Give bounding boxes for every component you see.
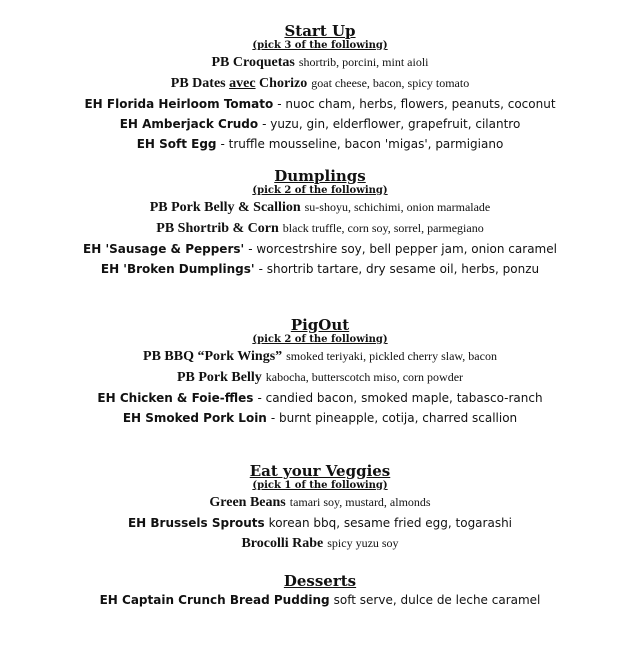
item-description: - burnt pineapple, cotija, charred scallion [270, 411, 518, 425]
section-start-up [0, 22, 640, 154]
menu-item [0, 388, 640, 408]
menu-item [0, 197, 640, 218]
item-name: EH Florida Heirloom Tomato [84, 97, 274, 111]
item-description: - truffle mousseline, bacon 'migas', parmigiano [220, 137, 504, 151]
item-description: - candied bacon, smoked maple, tabasco-ranch [257, 391, 543, 405]
section-veggies [0, 462, 640, 554]
item-name: EH Soft Egg [136, 137, 217, 151]
item-description: su-shoyu, schichimi, onion marmalade [304, 200, 491, 214]
menu-item [0, 533, 640, 554]
section-title: Dumplings [274, 167, 366, 185]
menu-item [0, 52, 640, 73]
item-name: PB BBQ “Pork Wings” [143, 349, 283, 364]
item-description: - worcestrshire soy, bell pepper jam, onion caramel [248, 242, 557, 256]
item-description: - nuoc cham, herbs, flowers, peanuts, coconut [277, 97, 556, 111]
menu-item [0, 259, 640, 279]
section-title: Desserts [283, 572, 357, 590]
item-name: EH Chicken & Foie-ffles [97, 391, 254, 405]
item-description: - shortrib tartare, dry sesame oil, herbs, ponzu [258, 262, 540, 276]
section-pigout [0, 316, 640, 428]
item-name: PB Pork Belly & Scallion [149, 200, 301, 215]
menu-item [0, 408, 640, 428]
item-name-part: Chorizo [255, 76, 308, 91]
item-name: EH 'Broken Dumplings' [100, 262, 255, 276]
menu-item [0, 94, 640, 114]
item-name: PB Shortrib & Corn [156, 221, 279, 236]
menu-item [0, 513, 640, 533]
menu-item [0, 73, 640, 94]
item-name-part: PB Dates [170, 76, 230, 91]
item-name-part-underlined: avec [229, 76, 256, 91]
item-name: EH 'Sausage & Peppers' [83, 242, 245, 256]
item-description: - yuzu, gin, elderflower, grapefruit, cilantro [262, 117, 521, 131]
menu-item [0, 134, 640, 154]
item-name: EH Captain Crunch Bread Pudding [99, 593, 330, 607]
menu-item [0, 492, 640, 513]
item-name: EH Smoked Pork Loin [122, 411, 267, 425]
item-name: PB Croquetas [211, 55, 295, 70]
item-name: EH Brussels Sprouts [127, 516, 265, 530]
item-description: kabocha, butterscotch miso, corn powder [265, 370, 464, 384]
menu-item [0, 114, 640, 134]
item-name: Green Beans [209, 495, 286, 510]
section-title: Eat your Veggies [249, 462, 391, 480]
section-desserts [0, 572, 640, 610]
menu-item [0, 346, 640, 367]
item-description: spicy yuzu soy [327, 536, 399, 550]
menu-item [0, 218, 640, 239]
item-description: smoked teriyaki, pickled cherry slaw, bacon [286, 349, 497, 363]
item-description: goat cheese, bacon, spicy tomato [311, 76, 470, 90]
menu-item [0, 239, 640, 259]
section-title: PigOut [290, 316, 350, 334]
menu-item [0, 367, 640, 388]
item-name [171, 76, 307, 91]
item-description: tamari soy, mustard, almonds [289, 495, 431, 509]
section-pick-note: (pick 3 of the following) [252, 40, 388, 51]
item-description: shortrib, porcini, mint aioli [298, 55, 429, 69]
menu-item [0, 590, 640, 610]
section-pick-note: (pick 2 of the following) [252, 185, 388, 196]
item-description: soft serve, dulce de leche caramel [333, 593, 541, 607]
section-dumplings [0, 167, 640, 279]
item-description: black truffle, corn soy, sorrel, parmegiano [282, 221, 484, 235]
section-pick-note: (pick 1 of the following) [252, 480, 388, 491]
item-description: korean bbq, sesame fried egg, togarashi [268, 516, 513, 530]
section-title: Start Up [284, 22, 356, 40]
item-name: Brocolli Rabe [241, 536, 324, 551]
item-name: EH Amberjack Crudo [119, 117, 259, 131]
item-name: PB Pork Belly [176, 370, 262, 385]
section-pick-note: (pick 2 of the following) [252, 334, 388, 345]
